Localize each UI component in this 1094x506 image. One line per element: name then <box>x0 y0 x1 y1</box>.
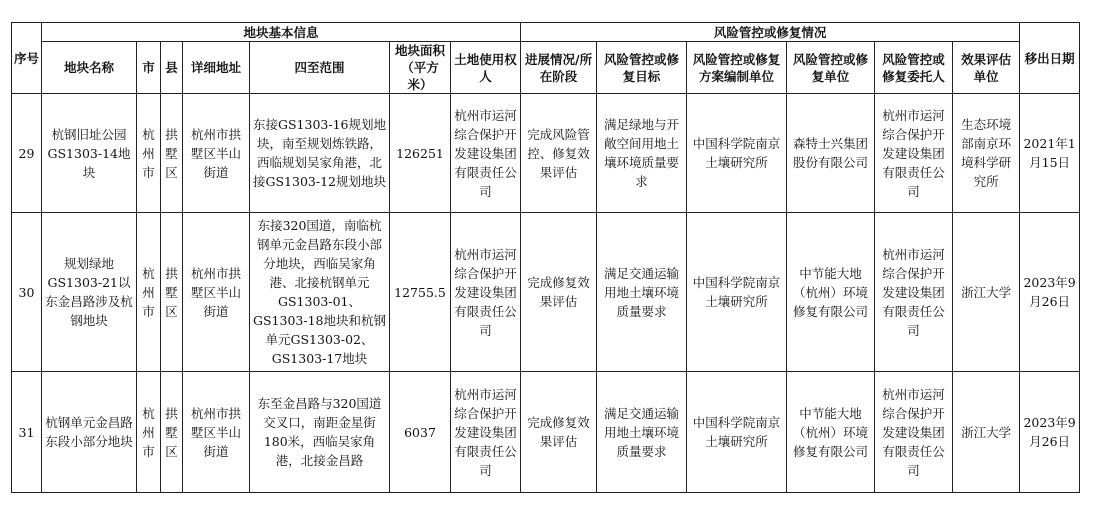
cell-no: 30 <box>12 213 42 372</box>
cell-owner: 杭州市运河综合保护开发建设集团有限责任公司 <box>451 213 521 372</box>
header-owner: 土地使用权人 <box>451 42 521 94</box>
cell-target: 满足交通运输用地土壤环境质量要求 <box>597 213 687 372</box>
cell-target: 满足交通运输用地土壤环境质量要求 <box>597 372 687 493</box>
cell-date: 2021年1月15日 <box>1020 94 1080 213</box>
table-row <box>12 372 1080 493</box>
cell-eval-unit: 浙江大学 <box>953 213 1020 372</box>
header-repair-unit: 风险管控或修复单位 <box>787 42 875 94</box>
cell-date: 2023年9月26日 <box>1020 372 1080 493</box>
cell-eval-unit: 生态环境部南京环境科学研究所 <box>953 94 1020 213</box>
header-group-basic: 地块基本信息 <box>42 23 521 42</box>
header-group-risk: 风险管控或修复情况 <box>521 23 1020 42</box>
cell-address: 杭州市拱墅区半山街道 <box>183 213 250 372</box>
cell-repair-unit: 森特士兴集团股份有限公司 <box>787 94 875 213</box>
cell-progress: 完成风险管控、修复效果评估 <box>521 94 597 213</box>
cell-boundary: 东接320国道，南临杭钢单元金昌路东段小部分地块，西临吴家角港、北接杭钢单元GS1303-01、GS1303-18地块和杭钢单元GS1303-02、GS1303-17地块 <box>250 213 390 372</box>
cell-owner: 杭州市运河综合保护开发建设集团有限责任公司 <box>451 372 521 493</box>
cell-address: 杭州市拱墅区半山街道 <box>183 94 250 213</box>
header-name: 地块名称 <box>42 42 137 94</box>
cell-boundary: 东至金昌路与320国道交叉口，南距金星街180米，西临吴家角港，北接金昌路 <box>250 372 390 493</box>
header-city: 市 <box>137 42 161 94</box>
header-area: 地块面积（平方米） <box>390 42 451 94</box>
cell-name: 规划绿地GS1303-21以东金昌路涉及杭钢地块 <box>42 213 137 372</box>
cell-progress: 完成修复效果评估 <box>521 213 597 372</box>
cell-county: 拱墅区 <box>161 94 183 213</box>
cell-owner: 杭州市运河综合保护开发建设集团有限责任公司 <box>451 94 521 213</box>
header-no: 序号 <box>12 23 42 94</box>
header-date: 移出日期 <box>1020 23 1080 94</box>
land-parcel-table <box>11 22 1080 493</box>
cell-county: 拱墅区 <box>161 372 183 493</box>
cell-city: 杭州市 <box>137 372 161 493</box>
header-client: 风险管控或修复委托人 <box>875 42 953 94</box>
cell-name: 杭钢单元金昌路东段小部分地块 <box>42 372 137 493</box>
header-progress: 进展情况/所在阶段 <box>521 42 597 94</box>
cell-client: 杭州市运河综合保护开发建设集团有限责任公司 <box>875 213 953 372</box>
header-eval-unit: 效果评估单位 <box>953 42 1020 94</box>
cell-area: 12755.5 <box>390 213 451 372</box>
cell-no: 31 <box>12 372 42 493</box>
table-row <box>12 94 1080 213</box>
cell-repair-unit: 中节能大地（杭州）环境修复有限公司 <box>787 213 875 372</box>
cell-repair-unit: 中节能大地（杭州）环境修复有限公司 <box>787 372 875 493</box>
cell-name: 杭钢旧址公园GS1303-14地块 <box>42 94 137 213</box>
header-address: 详细地址 <box>183 42 250 94</box>
cell-county: 拱墅区 <box>161 213 183 372</box>
cell-progress: 完成修复效果评估 <box>521 372 597 493</box>
header-target: 风险管控或修复目标 <box>597 42 687 94</box>
header-plan-unit: 风险管控或修复方案编制单位 <box>687 42 787 94</box>
cell-target: 满足绿地与开敞空间用地土壤环境质量要求 <box>597 94 687 213</box>
cell-city: 杭州市 <box>137 94 161 213</box>
cell-client: 杭州市运河综合保护开发建设集团有限责任公司 <box>875 94 953 213</box>
cell-city: 杭州市 <box>137 213 161 372</box>
cell-plan-unit: 中国科学院南京土壤研究所 <box>687 372 787 493</box>
table-row <box>12 213 1080 372</box>
cell-plan-unit: 中国科学院南京土壤研究所 <box>687 94 787 213</box>
cell-client: 杭州市运河综合保护开发建设集团有限责任公司 <box>875 372 953 493</box>
header-boundary: 四至范围 <box>250 42 390 94</box>
cell-no: 29 <box>12 94 42 213</box>
cell-address: 杭州市拱墅区半山街道 <box>183 372 250 493</box>
cell-area: 6037 <box>390 372 451 493</box>
cell-eval-unit: 浙江大学 <box>953 372 1020 493</box>
cell-area: 126251 <box>390 94 451 213</box>
cell-plan-unit: 中国科学院南京土壤研究所 <box>687 213 787 372</box>
cell-date: 2023年9月26日 <box>1020 213 1080 372</box>
header-county: 县 <box>161 42 183 94</box>
cell-boundary: 东接GS1303-16规划地块，南至规划炼铁路，西临规划吴家角港，北接GS1303-12规划地块 <box>250 94 390 213</box>
